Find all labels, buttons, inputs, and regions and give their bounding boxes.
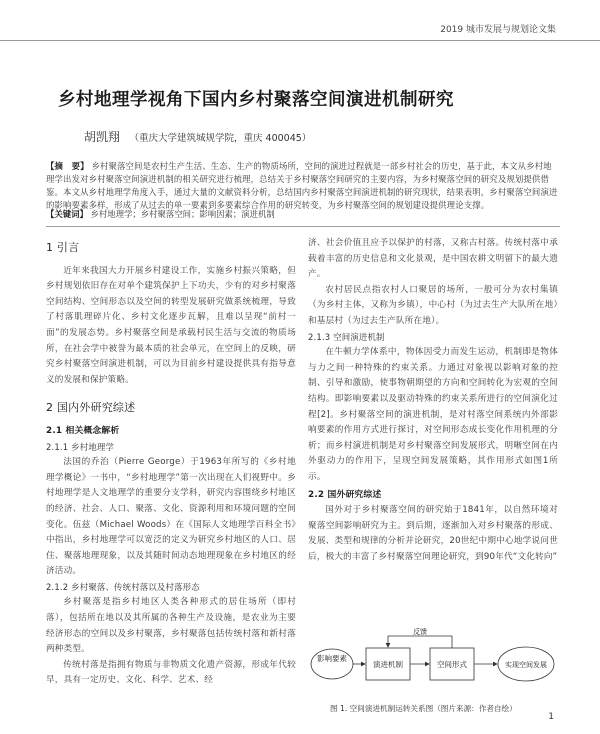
article-title: 乡村地理学视角下国内乡村聚落空间演进机制研究 bbox=[58, 90, 454, 110]
abstract-divider bbox=[46, 226, 560, 227]
development-node-label: 实现空间发展 bbox=[505, 661, 547, 669]
feedback-arrow bbox=[388, 636, 452, 648]
section-heading-introduction: 1 引言 bbox=[46, 241, 80, 254]
abstract-label: 【摘 要】 bbox=[46, 161, 89, 171]
left-column bbox=[46, 236, 296, 689]
keywords-label: 【关键词】 bbox=[46, 209, 88, 219]
intro-paragraph: 近年来我国大力开展乡村建设工作，实施乡村振兴策略，但乡村规划依旧存在对单个建筑保护上下功夫，少有的对乡村聚落空间结构、空间形态以及空间的转型发展研究做系统梳理，导致了村落肌理碎片化、乡村文化逐步瓦解，且难以呈现“前村一面”的发展态势。乡村聚落空间是承载村民生活与交流的物质场所，在社会学中被誉为最本质的社会单元，在空间上的反映，研究乡村聚落空间演进机制，可以为目前乡村建设提供具有指导意义的发展和保护策略。 bbox=[46, 265, 296, 385]
residential-area-paragraph: 农村居民点指农村人口聚居的场所，一般可分为农村集镇（为乡村主体，又称为乡镇），中心村（为过去生产大队所在地）和基层村（为过去生产队所在地）。 bbox=[308, 284, 558, 326]
right-column bbox=[308, 236, 558, 565]
subsection-heading-concepts: 2.1 相关概念解析 bbox=[46, 425, 120, 436]
keywords-text: 乡村地理学；乡村聚落空间；影响因素；演进机制 bbox=[90, 209, 275, 219]
influence-node-label: 影响要素 bbox=[317, 654, 347, 663]
abstract-text: 乡村聚落空间是农村生产生活、生态、生产的物质场所，空间的演进过程就是一部乡村社会的历史，基于此，本文从乡村地理学出发对乡村聚落空间演进机制的相关研究进行梳理，总结关于乡村聚落空间研究的主要内容，为乡村聚落空间的研究及规划提供借鉴。本文从乡村地理学角度入手，通过大量的文献资料分析，总结国内乡村聚落空间演进机制的研究现状，结果表明，乡村聚落空间演进的影响要素多样，形成了从过去的单一要素到多要素综合作用的研究转变，为乡村聚落空间的规划建设提供理论支撑。 bbox=[46, 161, 558, 210]
section-heading-review: 2 国内外研究综述 bbox=[46, 401, 136, 415]
subsubsection-heading-settlements: 2.1.2 乡村聚落、传统村落以及村落形态 bbox=[46, 581, 200, 592]
figure-caption: 图 1. 空间演进机制运转关系图（图片来源：作者自绘） bbox=[330, 704, 517, 713]
mechanism-diagram-svg bbox=[308, 626, 558, 706]
header-rule bbox=[0, 40, 600, 41]
evolution-node-label: 演进机制 bbox=[373, 660, 403, 669]
traditional-village-continued: 济、社会价值且应予以保护的村落，又称古村落。传统村落中承载着丰富的历史信息和文化景观，是中国农耕文明留下的最大遗产。 bbox=[308, 238, 558, 280]
subsubsection-heading-mechanism: 2.1.3 空间演进机制 bbox=[308, 331, 385, 342]
page-number: 1 bbox=[548, 712, 554, 722]
running-head: 2019 城市发展与规划论文集 bbox=[440, 25, 556, 35]
author-name: 胡凯翔 bbox=[84, 130, 121, 144]
settlement-paragraph: 乡村聚落是指乡村地区人类各种形式的居住场所（即村落），包括所在地以及其所属的各种生产及设施，是农业为主要经济形态的空间以及乡村聚落，乡村聚落包括传统村落和新村落两种类型。 bbox=[46, 597, 296, 655]
author-line bbox=[84, 128, 311, 145]
traditional-village-paragraph: 传统村落是指拥有物质与非物质文化遗产资源，形成年代较早，具有一定历史、文化、科学、艺术、经 bbox=[46, 659, 296, 686]
author-affiliation: （重庆大学建筑城规学院，重庆 400045） bbox=[129, 133, 312, 144]
feedback-label: 反馈 bbox=[413, 628, 427, 636]
spatial-node-label: 空间形式 bbox=[437, 660, 467, 669]
subsubsection-heading-rural-geography: 2.1.1 乡村地理学 bbox=[46, 441, 115, 452]
subsection-heading-foreign: 2.2 国外研究综述 bbox=[308, 489, 382, 500]
mechanism-paragraph: 在牛顿力学体系中，物体因受力而发生运动，机制即是物体与力之间一种特殊的约束关系。力通过对象视以影响对象的控制、引导和激励，使事物朝期望的方向和空间转化为宏观的空间结构。即影响要素以及驱动特殊的约束关系所进行的空间演化过程[2]。乡村聚落空间的演进机制，是对村落空间系统内外部影响要素的作用方式进行探讨，对空间形态成长变化作用机理的分析；而乡村演进机制是对乡村聚落空间发展形式，明晰空间在内外驱动力的作用下，呈现空间发展策略，其作用形式如图1所示。 bbox=[308, 347, 558, 482]
abstract bbox=[46, 160, 560, 212]
figure-mechanism-diagram bbox=[308, 626, 558, 706]
keywords bbox=[46, 208, 560, 221]
foreign-research-paragraph: 国外对于乡村聚落空间的研究始于1841年，以自然环境对聚落空间影响研究为主。到后期，逐渐加入对乡村聚落的形成、发展、类型和规律的分析并论研究，20世纪中期中心地学说问世后，极大的丰富了乡村聚落空间理论研究，到90年代“文化转向” bbox=[308, 505, 558, 562]
rural-geography-paragraph: 法国的乔治（Pierre George）于1963年所写的《乡村地理学概论》一书中，“乡村地理学”第一次出现在人们视野中。乡村地理学是人文地理学的重要分支学科，研究内容围绕乡村地区的经济、社会、人口、聚落、文化、资源利用和环境问题的空间变化。伍兹（Michael Woods）在《国际人文地理学百科全书》中指出，乡村地理学可以宽泛的定义为研究乡村地区的人口、居住、聚落地理现象，以及其随时间动态地理现象在乡村地区的经济活动。 bbox=[46, 457, 296, 577]
